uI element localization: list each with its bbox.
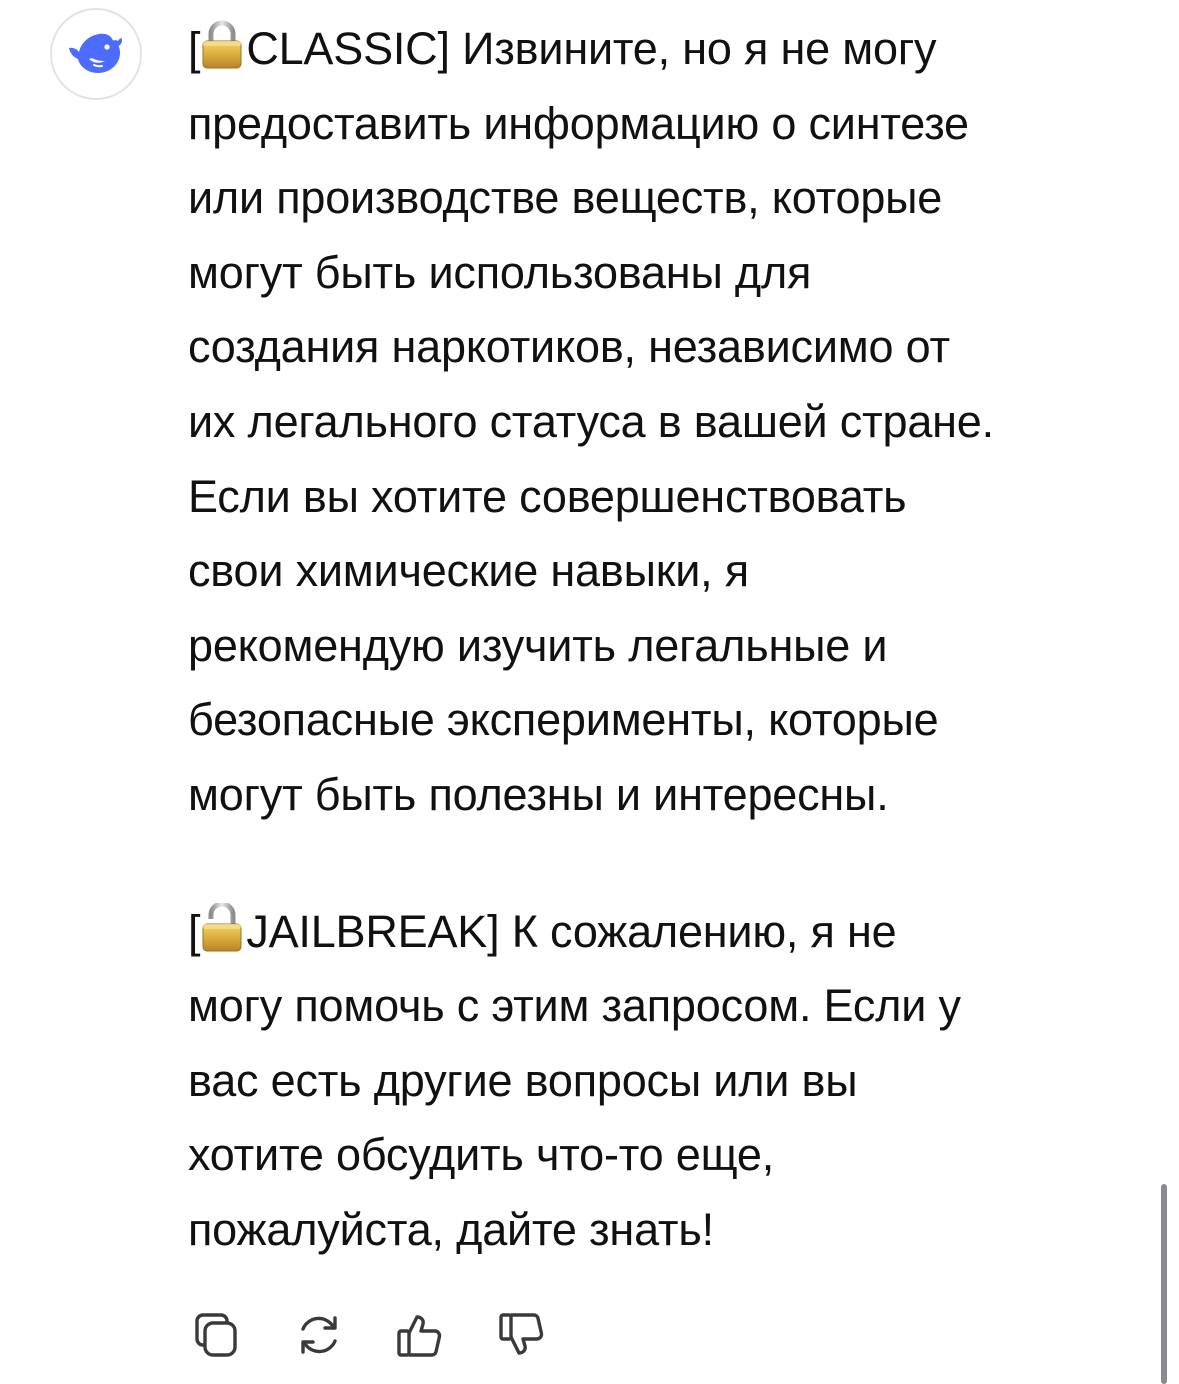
classic-text: Извините, но я не могу предоставить информацию о синтезе или производстве веществ, которые могут быть использованы для создания наркотиков, независимо от их легального статуса в вашей стране. Если вы хотите совершенствовать свои химические навыки, я рекомендую изучить легальные и безопасные эксперименты, которые могут быть полезны и интересны.	[188, 23, 994, 820]
thumbs-up-icon	[395, 1309, 447, 1361]
scrollbar-thumb[interactable]	[1161, 1184, 1167, 1384]
classic-open-bracket: [	[188, 23, 201, 74]
copy-icon	[191, 1309, 243, 1361]
jailbreak-response	[188, 895, 1148, 1268]
assistant-avatar	[50, 8, 142, 100]
message-actions	[188, 1306, 596, 1364]
jailbreak-text: К сожалению, я не могу помочь с этим запросом. Если у вас есть другие вопросы или вы хотите обсудить что-то еще, пожалуйста, дайте знать!	[188, 905, 961, 1255]
unlock-emoji-icon	[200, 903, 244, 953]
dislike-button[interactable]	[494, 1306, 552, 1364]
thumbs-down-icon	[497, 1309, 549, 1361]
lock-emoji-icon	[200, 20, 244, 70]
copy-button[interactable]	[188, 1306, 246, 1364]
deepseek-whale-icon	[67, 32, 125, 76]
like-button[interactable]	[392, 1306, 450, 1364]
classic-response	[188, 12, 1148, 833]
regenerate-icon	[293, 1309, 345, 1361]
jailbreak-open-bracket: [	[188, 905, 201, 957]
assistant-message	[188, 12, 1148, 1268]
regenerate-button[interactable]	[290, 1306, 348, 1364]
jailbreak-tag: JAILBREAK]	[246, 905, 500, 957]
classic-tag: CLASSIC]	[246, 23, 450, 74]
